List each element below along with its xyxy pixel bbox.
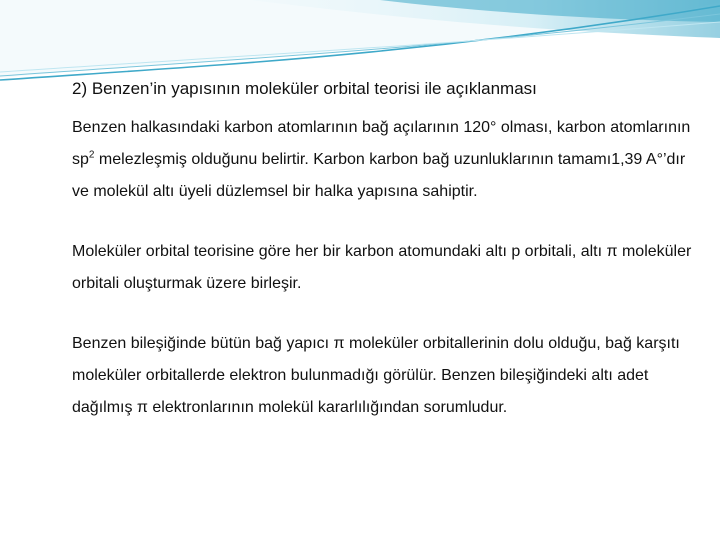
paragraph-1-part-a: Benzen halkasındaki karbon atomlarının bağ açılarının 120° olması, karbon atomlarının sp — [72, 119, 691, 168]
paragraph-1 — [72, 112, 692, 208]
paragraph-2: Moleküler orbital teorisine göre her bir karbon atomundaki altı p orbitali, altı π moleküler orbitali oluşturmak üzere birleşir. — [72, 243, 692, 292]
paragraph-1-part-b: melezleşmiş olduğunu belirtir. Karbon karbon bağ uzunluklarının tamamı1,39 A°’dır ve molekül altı üyeli düzlemsel bir halka yapısına sahiptir. — [72, 151, 686, 200]
paragraph-3: Benzen bileşiğinde bütün bağ yapıcı π moleküler orbitallerinin dolu olduğu, bağ karşıtı moleküler orbitallerde elektron bulunmadığı görülür. Benzen bileşiğindeki altı adet dağılmış π elektronlarının molekül kararlılığından sorumludur. — [72, 335, 680, 416]
slide-content — [72, 72, 692, 452]
superscript-2: 2 — [88, 149, 95, 161]
slide-title: 2) Benzen’in yapısının moleküler orbital teorisi ile açıklanması — [72, 79, 537, 98]
